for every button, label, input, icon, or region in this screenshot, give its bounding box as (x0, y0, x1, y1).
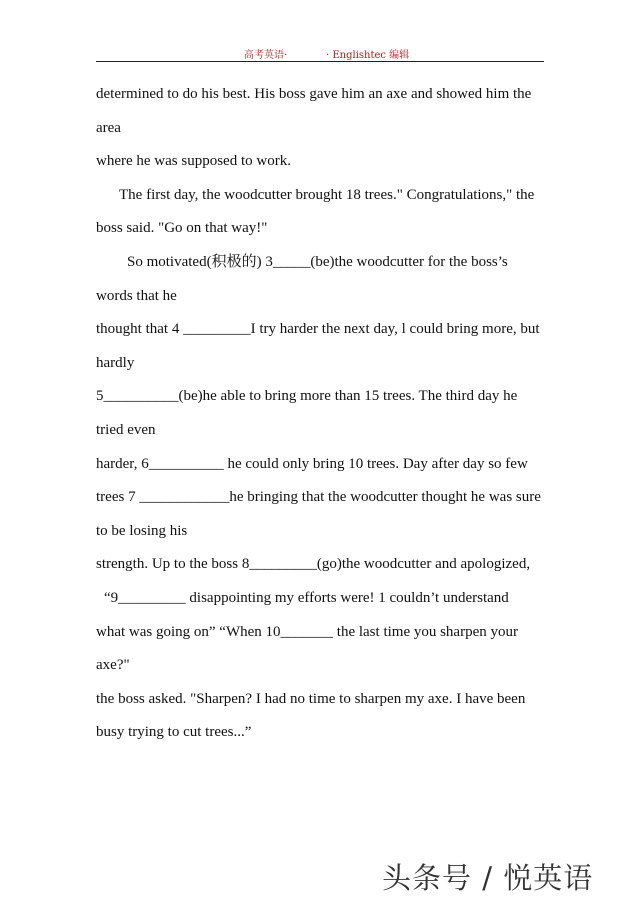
passage-line: to be losing his (96, 522, 188, 539)
passage-line: So motivated(积极的) 3_____(be)the woodcutter for the boss’s (127, 253, 508, 270)
passage-line: strength. Up to the boss 8_________(go)the woodcutter and apologized, (96, 556, 531, 573)
passage-body (96, 78, 548, 750)
passage-line: boss said. "Go on that way!" (96, 220, 268, 237)
passage-line: The first day, the woodcutter brought 18 trees." Congratulations," the (119, 186, 535, 203)
passage-line: busy trying to cut trees...” (96, 724, 252, 741)
header-source-label: 高考英语· (244, 50, 288, 61)
header-divider (96, 61, 544, 62)
passage-line: “9_________ disappointing my efforts were! 1 couldn’t understand (104, 589, 509, 606)
passage-line: trees 7 ____________he bringing that the woodcutter thought he was sure (96, 489, 541, 506)
passage-line: 5__________(be)he able to bring more than 15 trees. The third day he (96, 388, 518, 405)
passage-line: what was going on” “When 10_______ the last time you sharpen your (96, 623, 518, 640)
passage-line: area (96, 119, 121, 136)
passage-line: the boss asked. "Sharpen? I had no time to sharpen my axe. I have been (96, 690, 526, 707)
passage-line: hardly (96, 354, 135, 371)
passage-line: thought that 4 _________I try harder the next day, l could bring more, but (96, 321, 540, 338)
watermark-text: 头条号 / 悦英语 (382, 861, 594, 895)
page-header (0, 46, 640, 62)
passage-line: where he was supposed to work. (96, 153, 291, 170)
passage-line: words that he (96, 287, 177, 304)
header-editor-label: · Englishtec 编辑 (326, 50, 410, 61)
passage-line: axe?" (96, 657, 130, 674)
passage-line: tried even (96, 421, 156, 438)
passage-line: determined to do his best. His boss gave him an axe and showed him the (96, 86, 532, 102)
passage-line: harder, 6__________ he could only bring 10 trees. Day after day so few (96, 455, 528, 472)
